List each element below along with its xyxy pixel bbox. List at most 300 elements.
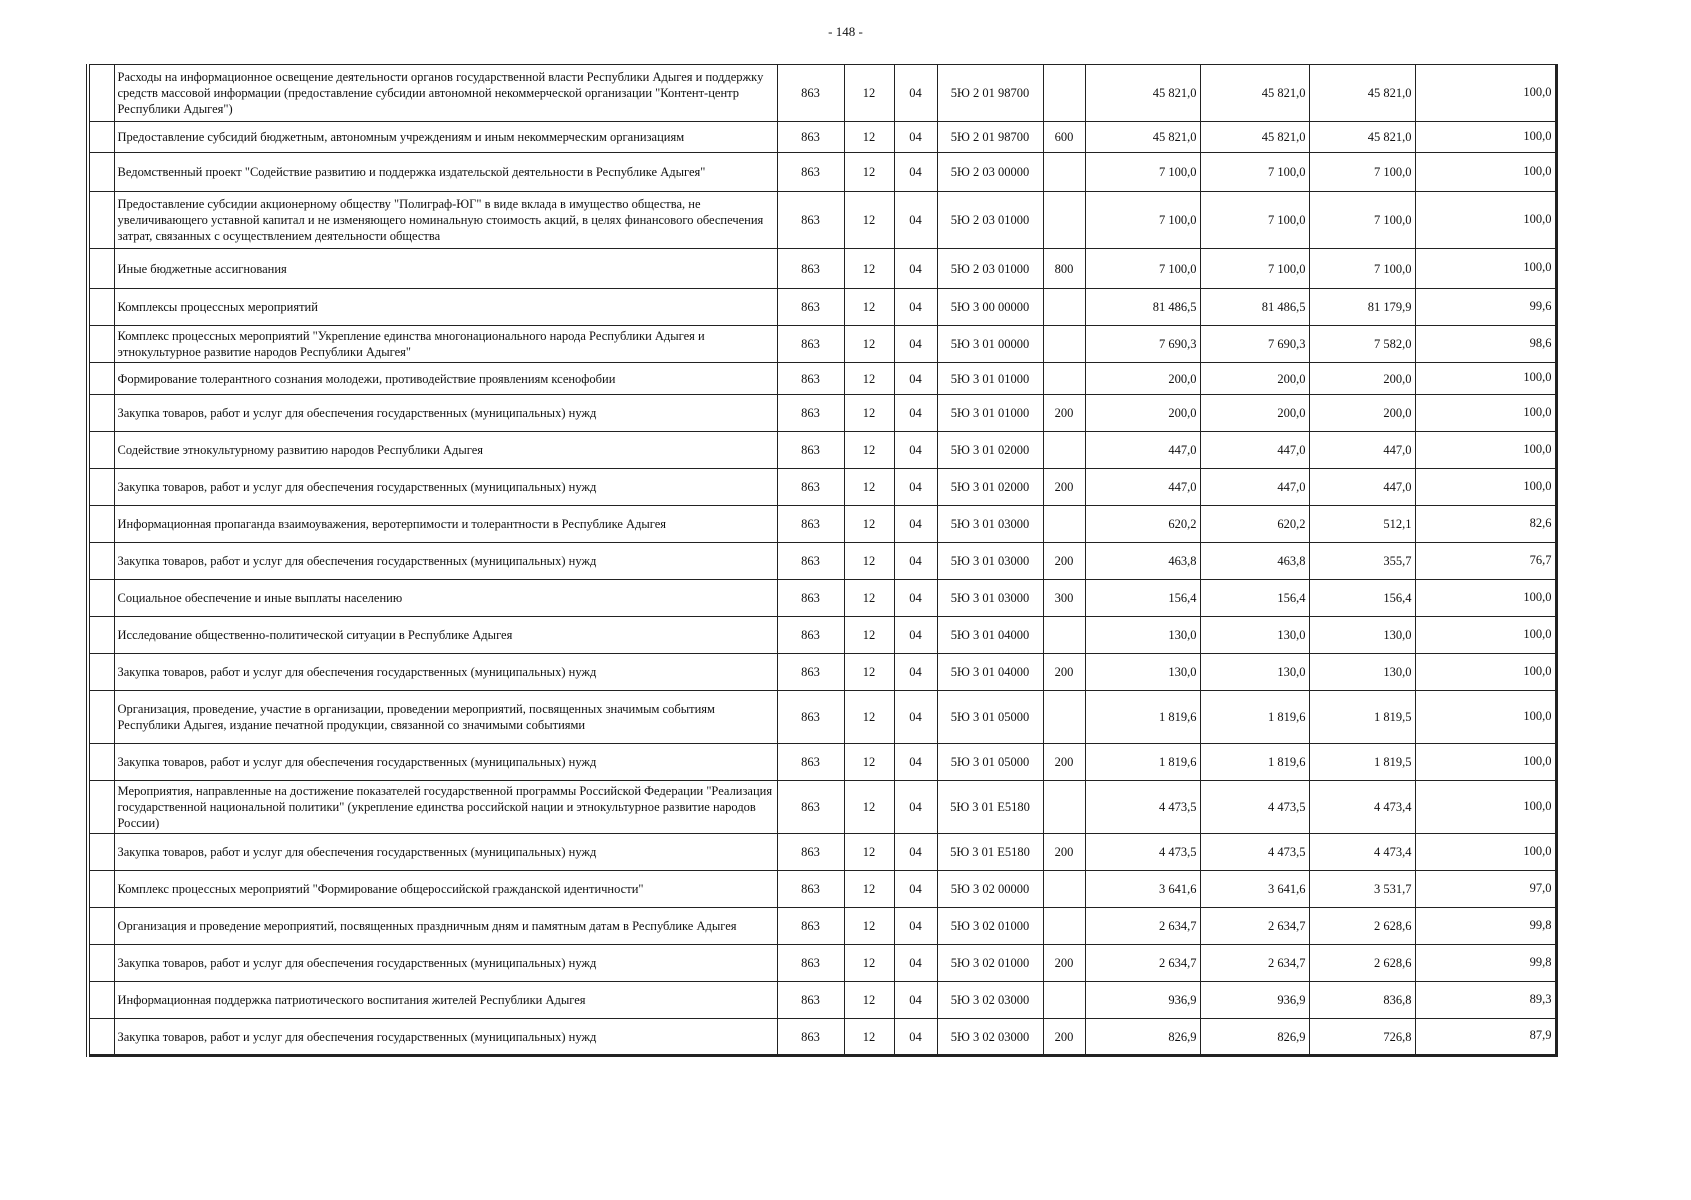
row-name: Формирование толерантного сознания молодежи, противодействие проявлениям ксенофобии — [114, 363, 777, 395]
row-approved-amount: 2 634,7 — [1085, 908, 1200, 945]
row-margin-cell — [88, 432, 114, 469]
row-expense-type — [1043, 982, 1085, 1019]
row-execution-percent: 100,0 — [1415, 363, 1556, 395]
row-section-code: 12 — [844, 617, 894, 654]
row-subsection-code: 04 — [894, 326, 937, 363]
row-subsection-code: 04 — [894, 945, 937, 982]
row-target-article: 5Ю 3 02 00000 — [937, 871, 1043, 908]
table-row — [88, 945, 1556, 982]
row-expense-type: 200 — [1043, 469, 1085, 506]
row-margin-cell — [88, 395, 114, 432]
row-target-article: 5Ю 3 01 E5180 — [937, 834, 1043, 871]
row-executed-amount: 45 821,0 — [1309, 65, 1415, 122]
row-name: Организация и проведение мероприятий, посвященных праздничным дням и памятным датам в Республике Адыгея — [114, 908, 777, 945]
row-section-code: 12 — [844, 834, 894, 871]
row-expense-type: 300 — [1043, 580, 1085, 617]
table-row — [88, 617, 1556, 654]
row-target-article: 5Ю 3 02 01000 — [937, 908, 1043, 945]
row-target-article: 5Ю 3 01 02000 — [937, 469, 1043, 506]
row-ved-code: 863 — [777, 543, 844, 580]
row-subsection-code: 04 — [894, 289, 937, 326]
row-subsection-code: 04 — [894, 834, 937, 871]
row-section-code: 12 — [844, 395, 894, 432]
row-ved-code: 863 — [777, 506, 844, 543]
row-name: Предоставление субсидии акционерному обществу "Полиграф-ЮГ" в виде вклада в имущество общества, не увеличивающего уставной капитал и не изменяющего номинальную стоимость акций, в целях финансового обеспечения затрат, связанных с осуществлением деятельности общества — [114, 192, 777, 249]
row-approved-amount: 447,0 — [1085, 432, 1200, 469]
row-margin-cell — [88, 744, 114, 781]
row-approved-amount: 447,0 — [1085, 469, 1200, 506]
row-name: Закупка товаров, работ и услуг для обеспечения государственных (муниципальных) нужд — [114, 543, 777, 580]
row-subsection-code: 04 — [894, 543, 937, 580]
row-subsection-code: 04 — [894, 122, 937, 153]
row-section-code: 12 — [844, 363, 894, 395]
row-section-code: 12 — [844, 153, 894, 192]
row-execution-percent: 100,0 — [1415, 834, 1556, 871]
row-section-code: 12 — [844, 744, 894, 781]
row-target-article: 5Ю 3 01 04000 — [937, 654, 1043, 691]
row-ved-code: 863 — [777, 363, 844, 395]
row-ved-code: 863 — [777, 945, 844, 982]
row-execution-percent: 100,0 — [1415, 781, 1556, 834]
row-section-code: 12 — [844, 326, 894, 363]
row-refined-amount: 200,0 — [1200, 363, 1309, 395]
row-expense-type — [1043, 871, 1085, 908]
row-subsection-code: 04 — [894, 908, 937, 945]
row-approved-amount: 130,0 — [1085, 617, 1200, 654]
row-refined-amount: 463,8 — [1200, 543, 1309, 580]
row-executed-amount: 130,0 — [1309, 654, 1415, 691]
row-execution-percent: 87,9 — [1415, 1019, 1556, 1056]
row-expense-type — [1043, 289, 1085, 326]
row-subsection-code: 04 — [894, 617, 937, 654]
row-margin-cell — [88, 691, 114, 744]
row-section-code: 12 — [844, 543, 894, 580]
row-execution-percent: 100,0 — [1415, 469, 1556, 506]
row-name: Организация, проведение, участие в организации, проведении мероприятий, посвященных значимым событиям Республики Адыгея, издание печатной продукции, связанной со значимыми событиями — [114, 691, 777, 744]
row-margin-cell — [88, 153, 114, 192]
row-target-article: 5Ю 3 01 03000 — [937, 543, 1043, 580]
table-row — [88, 122, 1556, 153]
row-subsection-code: 04 — [894, 781, 937, 834]
row-executed-amount: 7 100,0 — [1309, 153, 1415, 192]
row-expense-type: 200 — [1043, 744, 1085, 781]
row-executed-amount: 7 100,0 — [1309, 249, 1415, 289]
row-refined-amount: 447,0 — [1200, 469, 1309, 506]
row-approved-amount: 4 473,5 — [1085, 781, 1200, 834]
row-ved-code: 863 — [777, 122, 844, 153]
row-name: Информационная пропаганда взаимоуважения, веротерпимости и толерантности в Республике Адыгея — [114, 506, 777, 543]
row-margin-cell — [88, 945, 114, 982]
row-ved-code: 863 — [777, 432, 844, 469]
row-section-code: 12 — [844, 249, 894, 289]
row-executed-amount: 447,0 — [1309, 469, 1415, 506]
row-executed-amount: 7 100,0 — [1309, 192, 1415, 249]
row-execution-percent: 82,6 — [1415, 506, 1556, 543]
table-row — [88, 506, 1556, 543]
table-row — [88, 982, 1556, 1019]
row-target-article: 5Ю 2 01 98700 — [937, 65, 1043, 122]
table-row — [88, 432, 1556, 469]
row-subsection-code: 04 — [894, 982, 937, 1019]
row-approved-amount: 200,0 — [1085, 363, 1200, 395]
table-row — [88, 326, 1556, 363]
row-target-article: 5Ю 3 01 05000 — [937, 691, 1043, 744]
row-executed-amount: 355,7 — [1309, 543, 1415, 580]
row-subsection-code: 04 — [894, 654, 937, 691]
row-name: Комплекс процессных мероприятий "Укрепление единства многонационального народа Республики Адыгея и этнокультурное развитие народов Республики Адыгея" — [114, 326, 777, 363]
row-expense-type — [1043, 691, 1085, 744]
row-name: Ведомственный проект "Содействие развитию и поддержка издательской деятельности в Республике Адыгея" — [114, 153, 777, 192]
row-executed-amount: 1 819,5 — [1309, 691, 1415, 744]
row-ved-code: 863 — [777, 289, 844, 326]
row-name: Содействие этнокультурному развитию народов Республики Адыгея — [114, 432, 777, 469]
row-refined-amount: 1 819,6 — [1200, 744, 1309, 781]
row-approved-amount: 463,8 — [1085, 543, 1200, 580]
table-row — [88, 289, 1556, 326]
row-target-article: 5Ю 3 01 E5180 — [937, 781, 1043, 834]
table-row — [88, 249, 1556, 289]
row-execution-percent: 99,8 — [1415, 908, 1556, 945]
row-approved-amount: 81 486,5 — [1085, 289, 1200, 326]
table-row — [88, 744, 1556, 781]
row-name: Закупка товаров, работ и услуг для обеспечения государственных (муниципальных) нужд — [114, 744, 777, 781]
row-refined-amount: 130,0 — [1200, 617, 1309, 654]
row-refined-amount: 45 821,0 — [1200, 65, 1309, 122]
row-name: Комплексы процессных мероприятий — [114, 289, 777, 326]
row-execution-percent: 100,0 — [1415, 654, 1556, 691]
row-name: Иные бюджетные ассигнования — [114, 249, 777, 289]
row-target-article: 5Ю 2 03 01000 — [937, 249, 1043, 289]
row-section-code: 12 — [844, 506, 894, 543]
row-section-code: 12 — [844, 65, 894, 122]
row-subsection-code: 04 — [894, 153, 937, 192]
row-executed-amount: 512,1 — [1309, 506, 1415, 543]
row-section-code: 12 — [844, 1019, 894, 1056]
row-margin-cell — [88, 834, 114, 871]
row-name: Закупка товаров, работ и услуг для обеспечения государственных (муниципальных) нужд — [114, 395, 777, 432]
row-refined-amount: 156,4 — [1200, 580, 1309, 617]
row-approved-amount: 7 100,0 — [1085, 153, 1200, 192]
table-row — [88, 781, 1556, 834]
row-section-code: 12 — [844, 432, 894, 469]
row-ved-code: 863 — [777, 192, 844, 249]
row-execution-percent: 100,0 — [1415, 122, 1556, 153]
row-margin-cell — [88, 1019, 114, 1056]
row-ved-code: 863 — [777, 1019, 844, 1056]
row-expense-type: 200 — [1043, 543, 1085, 580]
row-ved-code: 863 — [777, 871, 844, 908]
row-executed-amount: 726,8 — [1309, 1019, 1415, 1056]
row-section-code: 12 — [844, 122, 894, 153]
row-ved-code: 863 — [777, 834, 844, 871]
row-approved-amount: 826,9 — [1085, 1019, 1200, 1056]
row-ved-code: 863 — [777, 65, 844, 122]
row-section-code: 12 — [844, 781, 894, 834]
row-target-article: 5Ю 2 03 00000 — [937, 153, 1043, 192]
row-margin-cell — [88, 249, 114, 289]
row-execution-percent: 99,8 — [1415, 945, 1556, 982]
row-executed-amount: 156,4 — [1309, 580, 1415, 617]
table-row — [88, 543, 1556, 580]
row-refined-amount: 4 473,5 — [1200, 834, 1309, 871]
row-section-code: 12 — [844, 982, 894, 1019]
table-row — [88, 691, 1556, 744]
row-margin-cell — [88, 982, 114, 1019]
row-executed-amount: 200,0 — [1309, 395, 1415, 432]
row-refined-amount: 45 821,0 — [1200, 122, 1309, 153]
row-approved-amount: 4 473,5 — [1085, 834, 1200, 871]
row-ved-code: 863 — [777, 691, 844, 744]
row-ved-code: 863 — [777, 326, 844, 363]
row-expense-type: 200 — [1043, 834, 1085, 871]
row-execution-percent: 100,0 — [1415, 691, 1556, 744]
row-approved-amount: 130,0 — [1085, 654, 1200, 691]
row-target-article: 5Ю 3 01 02000 — [937, 432, 1043, 469]
row-ved-code: 863 — [777, 469, 844, 506]
row-subsection-code: 04 — [894, 432, 937, 469]
row-subsection-code: 04 — [894, 363, 937, 395]
row-refined-amount: 200,0 — [1200, 395, 1309, 432]
row-subsection-code: 04 — [894, 691, 937, 744]
row-approved-amount: 45 821,0 — [1085, 122, 1200, 153]
row-name: Закупка товаров, работ и услуг для обеспечения государственных (муниципальных) нужд — [114, 834, 777, 871]
row-subsection-code: 04 — [894, 395, 937, 432]
row-approved-amount: 1 819,6 — [1085, 744, 1200, 781]
row-approved-amount: 200,0 — [1085, 395, 1200, 432]
row-name: Социальное обеспечение и иные выплаты населению — [114, 580, 777, 617]
row-refined-amount: 130,0 — [1200, 654, 1309, 691]
row-execution-percent: 100,0 — [1415, 249, 1556, 289]
table-row — [88, 1019, 1556, 1056]
row-name: Закупка товаров, работ и услуг для обеспечения государственных (муниципальных) нужд — [114, 945, 777, 982]
row-execution-percent: 97,0 — [1415, 871, 1556, 908]
row-target-article: 5Ю 3 02 03000 — [937, 982, 1043, 1019]
table-row — [88, 192, 1556, 249]
row-executed-amount: 4 473,4 — [1309, 834, 1415, 871]
row-approved-amount: 7 100,0 — [1085, 249, 1200, 289]
row-expense-type — [1043, 432, 1085, 469]
row-expense-type — [1043, 506, 1085, 543]
row-target-article: 5Ю 2 01 98700 — [937, 122, 1043, 153]
row-target-article: 5Ю 3 01 04000 — [937, 617, 1043, 654]
row-refined-amount: 7 100,0 — [1200, 192, 1309, 249]
row-expense-type — [1043, 65, 1085, 122]
row-margin-cell — [88, 506, 114, 543]
table-row — [88, 908, 1556, 945]
row-target-article: 5Ю 3 01 03000 — [937, 580, 1043, 617]
row-refined-amount: 7 690,3 — [1200, 326, 1309, 363]
row-executed-amount: 45 821,0 — [1309, 122, 1415, 153]
row-ved-code: 863 — [777, 580, 844, 617]
row-name: Предоставление субсидий бюджетным, автономным учреждениям и иным некоммерческим организациям — [114, 122, 777, 153]
row-refined-amount: 3 641,6 — [1200, 871, 1309, 908]
row-section-code: 12 — [844, 192, 894, 249]
row-executed-amount: 2 628,6 — [1309, 945, 1415, 982]
table-row — [88, 363, 1556, 395]
row-section-code: 12 — [844, 654, 894, 691]
table-row — [88, 580, 1556, 617]
table-row — [88, 153, 1556, 192]
row-target-article: 5Ю 3 02 03000 — [937, 1019, 1043, 1056]
row-execution-percent: 100,0 — [1415, 617, 1556, 654]
budget-sheet — [86, 64, 1554, 1057]
row-expense-type: 200 — [1043, 654, 1085, 691]
row-execution-percent: 100,0 — [1415, 65, 1556, 122]
row-executed-amount: 200,0 — [1309, 363, 1415, 395]
row-expense-type: 800 — [1043, 249, 1085, 289]
row-subsection-code: 04 — [894, 249, 937, 289]
row-margin-cell — [88, 363, 114, 395]
row-execution-percent: 100,0 — [1415, 192, 1556, 249]
row-execution-percent: 98,6 — [1415, 326, 1556, 363]
row-subsection-code: 04 — [894, 1019, 937, 1056]
row-name: Мероприятия, направленные на достижение показателей государственной программы Российской Федерации "Реализация государственной национальной политики" (укрепление единства российской нации и этнокультурное развитие народов России) — [114, 781, 777, 834]
row-margin-cell — [88, 289, 114, 326]
row-executed-amount: 130,0 — [1309, 617, 1415, 654]
row-approved-amount: 1 819,6 — [1085, 691, 1200, 744]
row-expense-type: 200 — [1043, 945, 1085, 982]
row-margin-cell — [88, 654, 114, 691]
row-refined-amount: 7 100,0 — [1200, 153, 1309, 192]
budget-table — [86, 64, 1558, 1057]
row-expense-type — [1043, 363, 1085, 395]
row-ved-code: 863 — [777, 781, 844, 834]
row-refined-amount: 4 473,5 — [1200, 781, 1309, 834]
row-execution-percent: 99,6 — [1415, 289, 1556, 326]
row-ved-code: 863 — [777, 249, 844, 289]
row-subsection-code: 04 — [894, 580, 937, 617]
row-ved-code: 863 — [777, 654, 844, 691]
row-section-code: 12 — [844, 908, 894, 945]
row-execution-percent: 89,3 — [1415, 982, 1556, 1019]
row-target-article: 5Ю 3 01 01000 — [937, 395, 1043, 432]
row-approved-amount: 2 634,7 — [1085, 945, 1200, 982]
row-target-article: 5Ю 3 01 05000 — [937, 744, 1043, 781]
row-name: Закупка товаров, работ и услуг для обеспечения государственных (муниципальных) нужд — [114, 469, 777, 506]
row-ved-code: 863 — [777, 982, 844, 1019]
row-executed-amount: 1 819,5 — [1309, 744, 1415, 781]
row-margin-cell — [88, 192, 114, 249]
row-section-code: 12 — [844, 871, 894, 908]
row-margin-cell — [88, 122, 114, 153]
row-executed-amount: 4 473,4 — [1309, 781, 1415, 834]
row-ved-code: 863 — [777, 744, 844, 781]
row-ved-code: 863 — [777, 153, 844, 192]
table-row — [88, 654, 1556, 691]
row-section-code: 12 — [844, 580, 894, 617]
row-refined-amount: 936,9 — [1200, 982, 1309, 1019]
row-ved-code: 863 — [777, 395, 844, 432]
row-refined-amount: 2 634,7 — [1200, 945, 1309, 982]
row-refined-amount: 2 634,7 — [1200, 908, 1309, 945]
row-margin-cell — [88, 580, 114, 617]
row-expense-type: 200 — [1043, 395, 1085, 432]
row-expense-type — [1043, 617, 1085, 654]
row-margin-cell — [88, 326, 114, 363]
row-executed-amount: 7 582,0 — [1309, 326, 1415, 363]
row-margin-cell — [88, 65, 114, 122]
table-body — [88, 65, 1556, 1056]
row-target-article: 5Ю 3 01 03000 — [937, 506, 1043, 543]
row-executed-amount: 81 179,9 — [1309, 289, 1415, 326]
row-target-article: 5Ю 3 02 01000 — [937, 945, 1043, 982]
row-margin-cell — [88, 617, 114, 654]
row-executed-amount: 2 628,6 — [1309, 908, 1415, 945]
row-subsection-code: 04 — [894, 469, 937, 506]
row-section-code: 12 — [844, 691, 894, 744]
row-subsection-code: 04 — [894, 744, 937, 781]
row-name: Информационная поддержка патриотического воспитания жителей Республики Адыгея — [114, 982, 777, 1019]
row-approved-amount: 620,2 — [1085, 506, 1200, 543]
row-expense-type — [1043, 192, 1085, 249]
table-row — [88, 834, 1556, 871]
row-subsection-code: 04 — [894, 506, 937, 543]
row-margin-cell — [88, 908, 114, 945]
row-executed-amount: 3 531,7 — [1309, 871, 1415, 908]
table-row — [88, 469, 1556, 506]
row-expense-type — [1043, 781, 1085, 834]
row-subsection-code: 04 — [894, 192, 937, 249]
row-name: Закупка товаров, работ и услуг для обеспечения государственных (муниципальных) нужд — [114, 1019, 777, 1056]
row-refined-amount: 1 819,6 — [1200, 691, 1309, 744]
row-margin-cell — [88, 871, 114, 908]
row-name: Исследование общественно-политической ситуации в Республике Адыгея — [114, 617, 777, 654]
row-margin-cell — [88, 469, 114, 506]
row-section-code: 12 — [844, 469, 894, 506]
row-margin-cell — [88, 781, 114, 834]
row-expense-type — [1043, 153, 1085, 192]
row-name: Комплекс процессных мероприятий "Формирование общероссийской гражданской идентичности" — [114, 871, 777, 908]
row-expense-type: 600 — [1043, 122, 1085, 153]
row-target-article: 5Ю 3 01 01000 — [937, 363, 1043, 395]
row-executed-amount: 836,8 — [1309, 982, 1415, 1019]
row-execution-percent: 76,7 — [1415, 543, 1556, 580]
row-target-article: 5Ю 3 01 00000 — [937, 326, 1043, 363]
row-execution-percent: 100,0 — [1415, 744, 1556, 781]
row-refined-amount: 81 486,5 — [1200, 289, 1309, 326]
row-approved-amount: 7 690,3 — [1085, 326, 1200, 363]
row-execution-percent: 100,0 — [1415, 580, 1556, 617]
row-subsection-code: 04 — [894, 871, 937, 908]
row-approved-amount: 3 641,6 — [1085, 871, 1200, 908]
row-ved-code: 863 — [777, 617, 844, 654]
row-ved-code: 863 — [777, 908, 844, 945]
row-refined-amount: 447,0 — [1200, 432, 1309, 469]
row-execution-percent: 100,0 — [1415, 432, 1556, 469]
table-row — [88, 65, 1556, 122]
row-subsection-code: 04 — [894, 65, 937, 122]
row-approved-amount: 7 100,0 — [1085, 192, 1200, 249]
row-execution-percent: 100,0 — [1415, 153, 1556, 192]
row-refined-amount: 7 100,0 — [1200, 249, 1309, 289]
row-expense-type — [1043, 908, 1085, 945]
row-target-article: 5Ю 2 03 01000 — [937, 192, 1043, 249]
row-margin-cell — [88, 543, 114, 580]
row-approved-amount: 156,4 — [1085, 580, 1200, 617]
row-name: Расходы на информационное освещение деятельности органов государственной власти Республики Адыгея и поддержку средств массовой информации (предоставление субсидии автономной некоммерческой организации "Контент-центр Республики Адыгея") — [114, 65, 777, 122]
table-row — [88, 395, 1556, 432]
row-approved-amount: 45 821,0 — [1085, 65, 1200, 122]
row-expense-type — [1043, 326, 1085, 363]
row-expense-type: 200 — [1043, 1019, 1085, 1056]
row-section-code: 12 — [844, 289, 894, 326]
table-row — [88, 871, 1556, 908]
page-number: - 148 - — [828, 24, 863, 39]
row-section-code: 12 — [844, 945, 894, 982]
row-name: Закупка товаров, работ и услуг для обеспечения государственных (муниципальных) нужд — [114, 654, 777, 691]
row-target-article: 5Ю 3 00 00000 — [937, 289, 1043, 326]
row-execution-percent: 100,0 — [1415, 395, 1556, 432]
